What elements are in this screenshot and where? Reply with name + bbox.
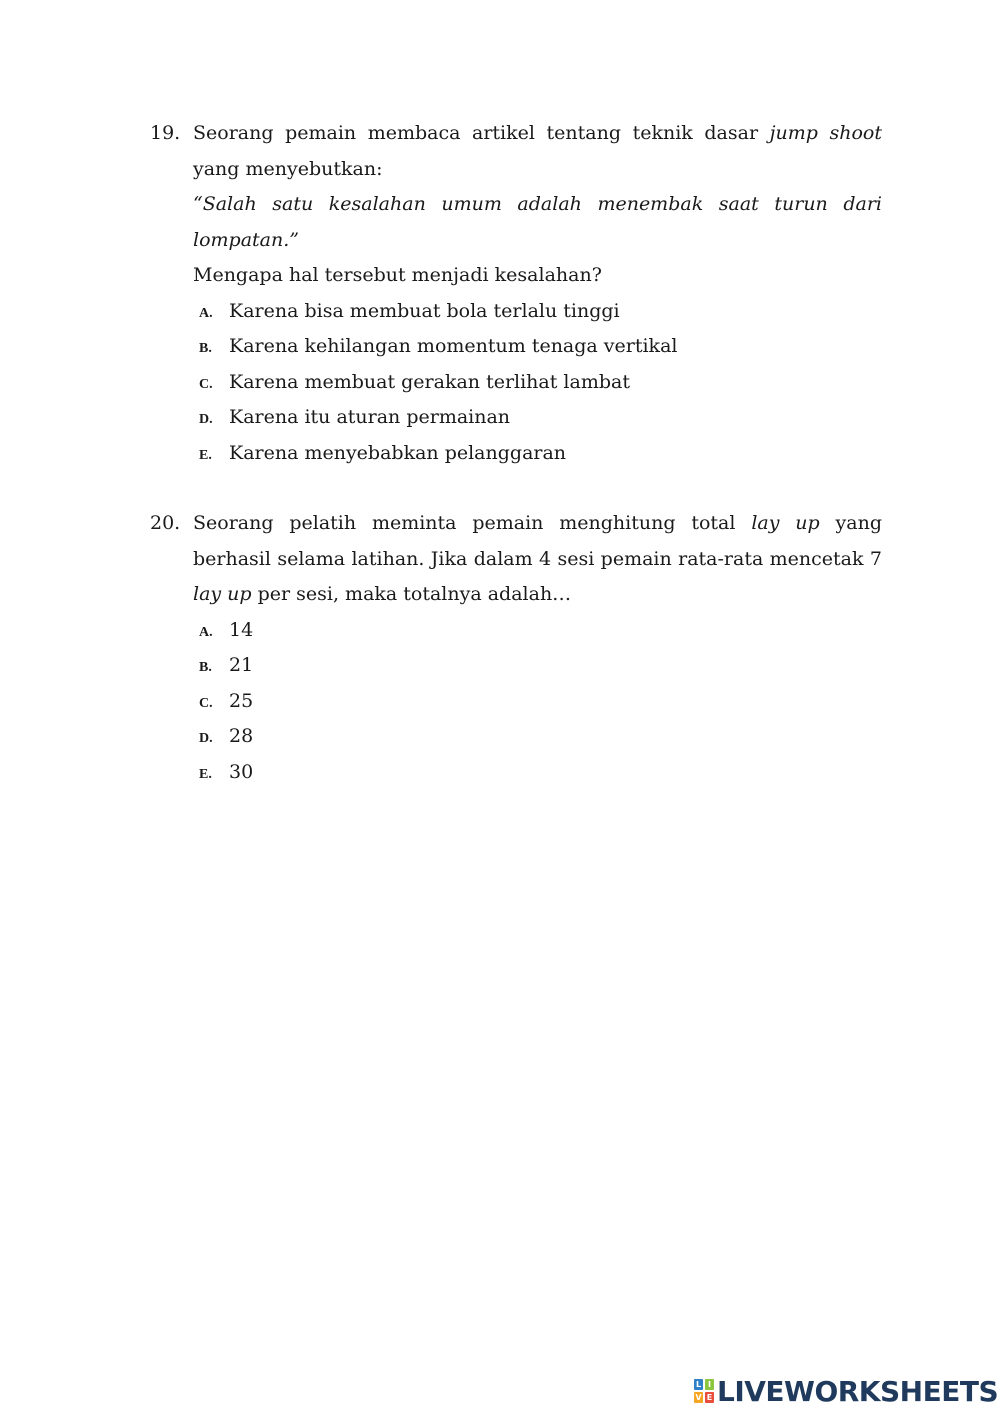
- logo-wordmark: LIVEWORKSHEETS: [717, 1374, 999, 1408]
- option-c[interactable]: [199, 684, 882, 720]
- option-c[interactable]: [199, 365, 882, 401]
- stem-term: jump shoot: [769, 122, 882, 144]
- option-text: 14: [229, 618, 254, 641]
- option-letter: A.: [199, 624, 213, 640]
- stem-text: per sesi, maka totalnya adalah…: [251, 583, 572, 605]
- question-stem-line-2: yang menyebutkan:: [193, 157, 383, 180]
- option-letter: C.: [199, 376, 213, 392]
- logo-square-v: V: [695, 1393, 702, 1402]
- stem-text: Seorang pemain membaca artikel tentang teknik dasar: [193, 122, 770, 144]
- option-letter: E.: [199, 447, 212, 463]
- question-prompt: Mengapa hal tersebut menjadi kesalahan?: [193, 264, 602, 286]
- question-stem: [193, 506, 882, 613]
- option-letter: A.: [199, 305, 213, 321]
- question-stem-line-1: [193, 116, 882, 152]
- liveworksheets-logo: [694, 1374, 998, 1408]
- question-19: [150, 116, 882, 471]
- option-e[interactable]: [199, 755, 882, 791]
- option-letter: B.: [199, 660, 212, 675]
- option-letter: D.: [199, 731, 213, 746]
- option-a[interactable]: [199, 613, 882, 649]
- option-b[interactable]: [199, 648, 882, 684]
- option-e[interactable]: [199, 436, 882, 472]
- answer-options: [193, 613, 882, 791]
- option-b[interactable]: [199, 329, 882, 365]
- option-text: 21: [229, 654, 254, 676]
- question-20: [150, 506, 882, 790]
- logo-square-e: E: [706, 1393, 713, 1402]
- option-letter: C.: [199, 695, 213, 711]
- question-body: [193, 116, 882, 471]
- question-number: 19.: [150, 122, 181, 144]
- option-letter: D.: [199, 412, 213, 427]
- logo-square-l: L: [695, 1380, 702, 1389]
- question-quote: “Salah satu kesalahan umum adalah menembak saat turun dari lompatan.”: [193, 193, 882, 251]
- question-body: [193, 506, 882, 790]
- stem-term: lay up: [751, 512, 820, 534]
- stem-text: Seorang pelatih meminta pemain menghitung total: [193, 512, 752, 534]
- logo-square-i: I: [705, 1379, 714, 1390]
- option-text: 28: [229, 725, 254, 747]
- option-text: Karena membuat gerakan terlihat lambat: [229, 370, 630, 393]
- stem-term: lay up: [193, 583, 252, 605]
- option-letter: B.: [199, 341, 212, 356]
- option-text: Karena menyebabkan pelanggaran: [229, 441, 567, 464]
- option-d[interactable]: [199, 719, 882, 755]
- option-text: Karena kehilangan momentum tenaga vertikal: [229, 335, 678, 357]
- option-text: 30: [229, 760, 254, 783]
- stem-text: yang berhasil selama latihan. Jika dalam 4 sesi pemain rata-rata mencetak 7: [193, 512, 883, 570]
- answer-options: [193, 294, 882, 472]
- option-a[interactable]: [199, 294, 882, 330]
- logo-mark-icon: [694, 1379, 714, 1403]
- option-text: Karena itu aturan permainan: [229, 406, 511, 428]
- option-text: 25: [229, 689, 254, 712]
- question-number: 20.: [150, 512, 181, 534]
- option-text: Karena bisa membuat bola terlalu tinggi: [229, 299, 620, 322]
- option-d[interactable]: [199, 400, 882, 436]
- option-letter: E.: [199, 766, 212, 782]
